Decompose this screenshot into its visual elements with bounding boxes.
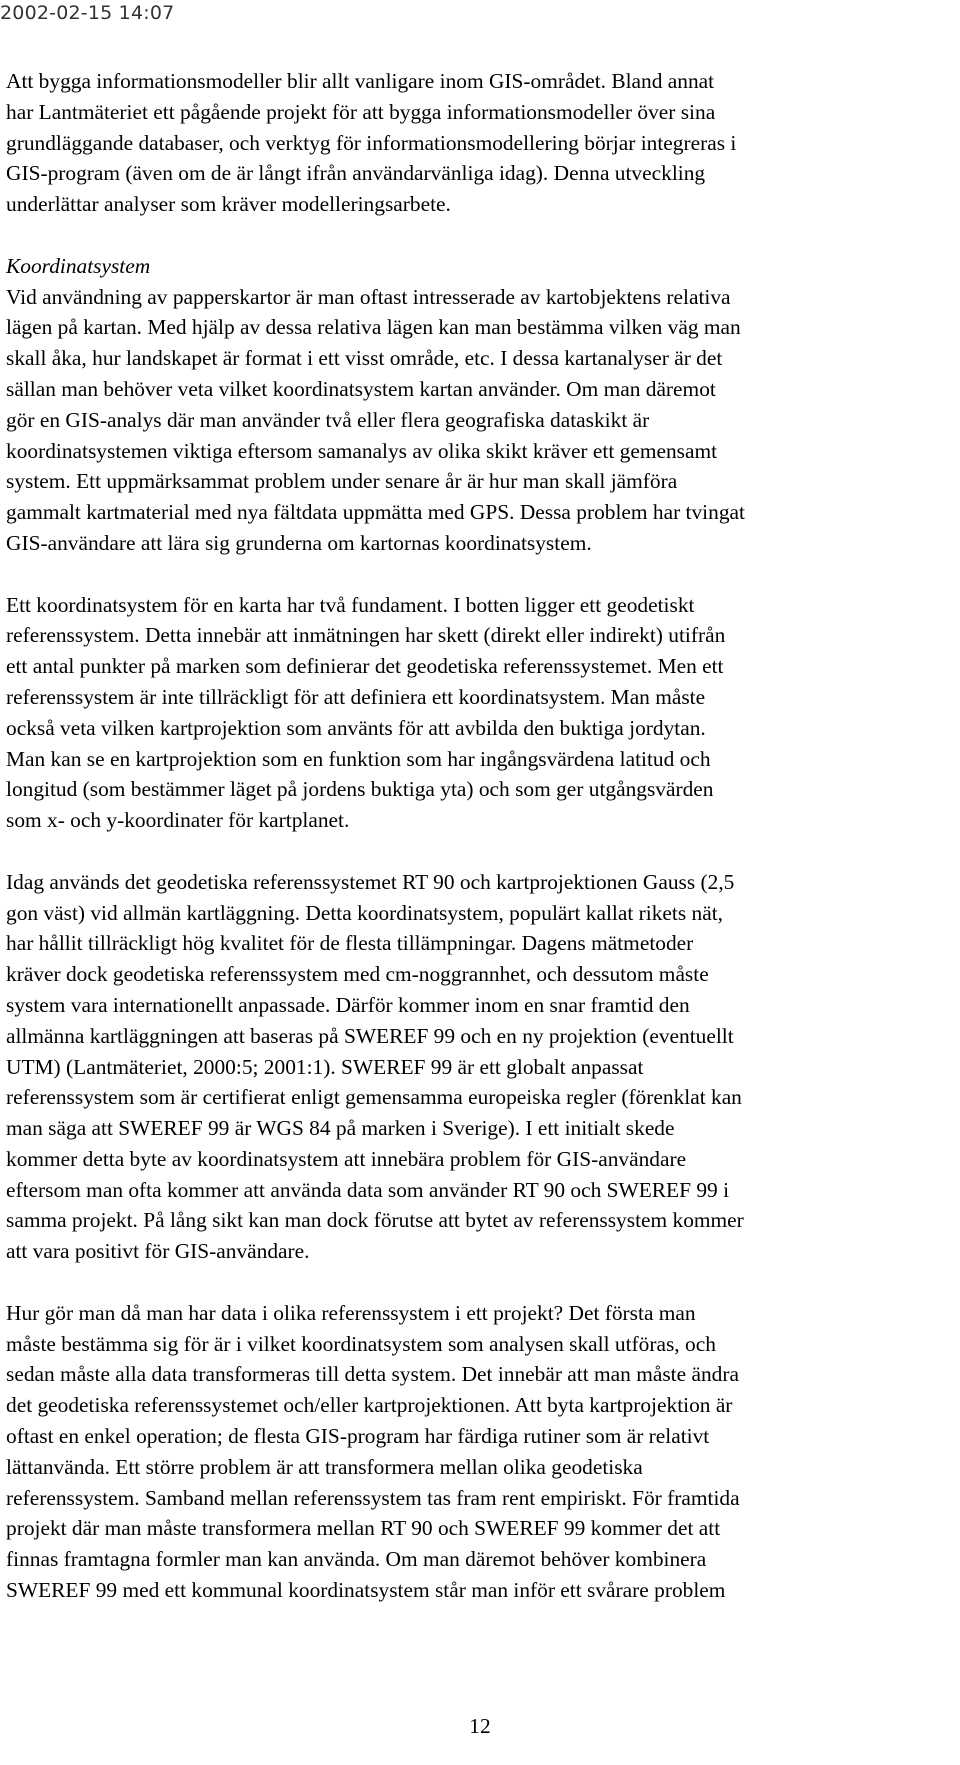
text-line: system vara internationellt anpassade. Därför kommer inom en snar framtid den bbox=[6, 992, 690, 1017]
text-line: Att bygga informationsmodeller blir allt vanligare inom GIS-området. Bland annat bbox=[6, 69, 715, 93]
text-line: Man kan se en kartprojektion som en funktion som har ingångsvärdena latitud och bbox=[6, 746, 711, 771]
text-line: Ett koordinatsystem för en karta har två fundament. I botten ligger ett geodetiskt bbox=[6, 592, 695, 617]
text-line: SWEREF 99 med ett kommunal koordinatsystem står man inför ett svårare problem bbox=[6, 1578, 726, 1603]
text-line: oftast en enkel operation; de flesta GIS-program har färdiga rutiner som är relativt bbox=[6, 1424, 710, 1449]
text-line: lättanvända. Ett större problem är att transformera mellan olika geodetiska bbox=[6, 1454, 643, 1479]
text-line: ett antal punkter på marken som definierar det geodetiska referenssystemet. Men ett bbox=[6, 654, 724, 679]
page-number: 12 bbox=[469, 1714, 491, 1738]
text-line: gör en GIS-analys där man använder två eller flera geografiska dataskikt är bbox=[6, 407, 650, 432]
text-line: lägen på kartan. Med hjälp av dessa relativa lägen kan man bestämma vilken väg man bbox=[6, 315, 741, 340]
text-line: man säga att SWEREF 99 är WGS 84 på marken i Sverige). I ett initialt skede bbox=[6, 1116, 675, 1141]
text-line: projekt där man måste transformera mellan RT 90 och SWEREF 99 kommer det att bbox=[6, 1516, 721, 1541]
paragraph-rt90-sweref99 bbox=[6, 867, 948, 1267]
text-line: longitud (som bestämmer läget på jordens buktiga yta) och som ger utgångsvärden bbox=[6, 777, 714, 802]
text-line: Hur gör man då man har data i olika referenssystem i ett projekt? Det första man bbox=[6, 1300, 696, 1325]
text-line: måste bestämma sig för är i vilket koordinatsystem som analysen skall utföras, och bbox=[6, 1331, 716, 1356]
text-line: samma projekt. På lång sikt kan man dock förutse att bytet av referenssystem kommer bbox=[6, 1208, 744, 1233]
text-line: underlättar analyser som kräver modelleringsarbete. bbox=[6, 192, 451, 217]
text-line: Idag används det geodetiska referenssystemet RT 90 och kartprojektionen Gauss (2,5 bbox=[6, 869, 735, 894]
paragraph-intro bbox=[6, 66, 948, 220]
text-line: har Lantmäteriet ett pågående projekt för att bygga informationsmodeller över sina bbox=[6, 99, 716, 124]
text-line: att vara positivt för GIS-användare. bbox=[6, 1239, 310, 1264]
text-line: system. Ett uppmärksammat problem under senare år är hur man skall jämföra bbox=[6, 469, 678, 494]
paragraph-transformation bbox=[6, 1298, 948, 1606]
text-line: gammalt kartmaterial med nya fältdata uppmätta med GPS. Dessa problem har tvingat bbox=[6, 500, 745, 525]
text-line: referenssystem. Samband mellan referenssystem tas fram rent empiriskt. För framtida bbox=[6, 1485, 740, 1510]
text-line: referenssystem är inte tillräckligt för att definiera ett koordinatsystem. Man måste bbox=[6, 684, 706, 709]
text-line: skall åka, hur landskapet är format i ett visst område, etc. I dessa kartanalyser är det bbox=[6, 346, 723, 371]
text-line: sällan man behöver veta vilket koordinatsystem kartan använder. Om man däremot bbox=[6, 376, 716, 401]
text-line: allmänna kartläggningen att baseras på SWEREF 99 och en ny projektion (eventuellt bbox=[6, 1023, 734, 1048]
text-line: kommer detta byte av koordinatsystem att innebära problem för GIS-användare bbox=[6, 1146, 687, 1171]
text-line: eftersom man ofta kommer att använda data som använder RT 90 och SWEREF 99 i bbox=[6, 1177, 730, 1202]
text-line: kräver dock geodetiska referenssystem med cm-noggrannhet, och dessutom måste bbox=[6, 962, 709, 987]
text-line: koordinatsystemen viktiga eftersom samanalys av olika skikt kräver ett gemensamt bbox=[6, 438, 718, 463]
text-line: det geodetiska referenssystemet och/eller kartprojektionen. Att byta kartprojektion är bbox=[6, 1393, 733, 1418]
text-line: sedan måste alla data transformeras till detta system. Det innebär att man måste ändra bbox=[6, 1362, 739, 1387]
document-body bbox=[6, 66, 948, 1606]
text-line: referenssystem. Detta innebär att inmätningen har skett (direkt eller indirekt) utifrån bbox=[6, 623, 726, 648]
section-heading: Koordinatsystem bbox=[6, 253, 151, 278]
text-line: också veta vilken kartprojektion som använts för att avbilda den buktiga jordytan. bbox=[6, 715, 706, 740]
text-line: GIS-användare att lära sig grunderna om kartornas koordinatsystem. bbox=[6, 530, 592, 555]
text-line: referenssystem som är certifierat enligt gemensamma europeiska regler (förenklat kan bbox=[6, 1085, 742, 1110]
paragraph-two-foundations bbox=[6, 590, 948, 836]
text-line: har hållit tillräckligt hög kvalitet för de flesta tillämpningar. Dagens mätmetoder bbox=[6, 931, 694, 956]
text-line: gon väst) vid allmän kartläggning. Detta koordinatsystem, populärt kallat rikets nät, bbox=[6, 900, 724, 925]
text-line: GIS-program (även om de är långt ifrån användarvänliga idag). Denna utveckling bbox=[6, 161, 706, 186]
text-line: som x- och y-koordinater för kartplanet. bbox=[6, 808, 350, 833]
text-line: finnas framtagna formler man kan använda. Om man däremot behöver kombinera bbox=[6, 1547, 707, 1572]
page-timestamp: 2002-02-15 14:07 bbox=[0, 2, 175, 24]
paragraph-coordinate-usage bbox=[6, 282, 948, 559]
text-line: grundläggande databaser, och verktyg för informationsmodellering börjar integreras i bbox=[6, 130, 737, 155]
text-line: UTM) (Lantmäteriet, 2000:5; 2001:1). SWEREF 99 är ett globalt anpassat bbox=[6, 1054, 644, 1079]
text-line: Vid användning av papperskartor är man oftast intresserade av kartobjektens relativa bbox=[6, 284, 731, 309]
